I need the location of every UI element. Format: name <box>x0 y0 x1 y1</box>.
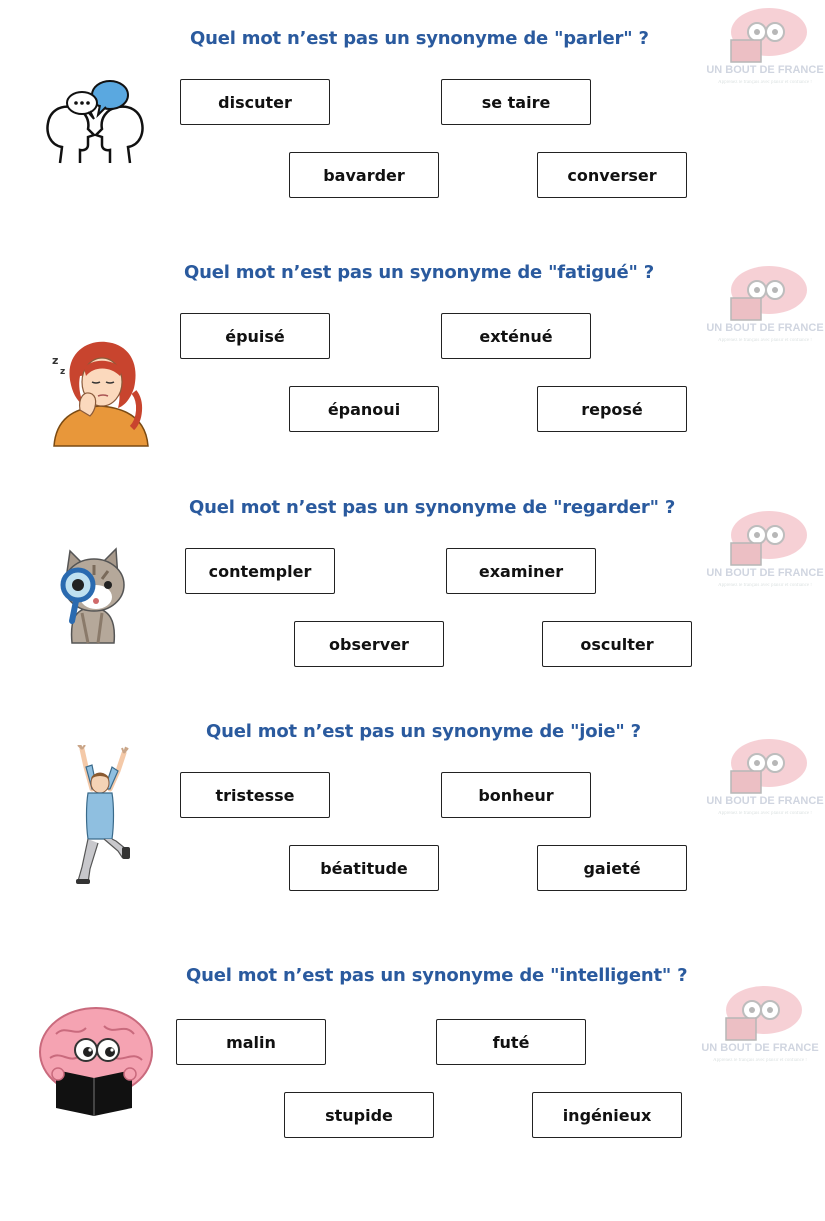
question-title: Quel mot n’est pas un synonyme de "regarder" ? <box>189 497 676 518</box>
svg-text:z: z <box>52 354 59 367</box>
question-title: Quel mot n’est pas un synonyme de "joie" ? <box>206 721 641 742</box>
question-block-3 <box>0 469 825 699</box>
answer-option[interactable]: observer <box>294 621 444 667</box>
answer-option[interactable]: discuter <box>180 79 330 125</box>
brand-tagline: Apprenez le français avec plaisir et confiance ! <box>718 338 812 343</box>
brand-name: UN BOUT DE FRANCE <box>706 567 824 579</box>
talking-heads-illustration <box>42 75 148 167</box>
question-title: Quel mot n’est pas un synonyme de "fatigué" ? <box>184 262 654 283</box>
brand-logo <box>705 260 825 360</box>
answer-option[interactable]: bonheur <box>441 772 591 818</box>
question-block-2 <box>0 234 825 464</box>
brand-name: UN BOUT DE FRANCE <box>701 1042 819 1054</box>
brand-name: UN BOUT DE FRANCE <box>706 795 824 807</box>
answer-option[interactable]: bavarder <box>289 152 439 198</box>
jumping-boy-illustration <box>68 745 132 885</box>
question-block-5 <box>0 940 825 1170</box>
answer-option[interactable]: converser <box>537 152 687 198</box>
tired-woman-illustration <box>48 336 154 448</box>
brand-tagline: Apprenez le français avec plaisir et confiance ! <box>713 1058 807 1063</box>
answer-option[interactable]: se taire <box>441 79 591 125</box>
answer-option[interactable]: béatitude <box>289 845 439 891</box>
answer-option[interactable]: malin <box>176 1019 326 1065</box>
brand-logo <box>705 733 825 833</box>
question-title: Quel mot n’est pas un synonyme de "parler" ? <box>190 28 649 49</box>
answer-option[interactable]: exténué <box>441 313 591 359</box>
answer-option[interactable]: contempler <box>185 548 335 594</box>
answer-option[interactable]: épanoui <box>289 386 439 432</box>
question-block-1 <box>0 0 825 230</box>
brand-name: UN BOUT DE FRANCE <box>706 64 824 76</box>
brand-tagline: Apprenez le français avec plaisir et confiance ! <box>718 80 812 85</box>
answer-option[interactable]: stupide <box>284 1092 434 1138</box>
answer-option[interactable]: tristesse <box>180 772 330 818</box>
brand-tagline: Apprenez le français avec plaisir et confiance ! <box>718 583 812 588</box>
svg-text:z: z <box>60 367 66 377</box>
answer-option[interactable]: gaieté <box>537 845 687 891</box>
question-title: Quel mot n’est pas un synonyme de "intelligent" ? <box>186 965 688 986</box>
answer-option[interactable]: osculter <box>542 621 692 667</box>
answer-option[interactable]: ingénieux <box>532 1092 682 1138</box>
brand-logo <box>705 2 825 102</box>
brand-logo <box>700 980 820 1080</box>
answer-option[interactable]: futé <box>436 1019 586 1065</box>
cat-magnifier-illustration <box>52 543 132 647</box>
brand-name: UN BOUT DE FRANCE <box>706 322 824 334</box>
brain-reading-illustration <box>36 1004 154 1120</box>
answer-option[interactable]: reposé <box>537 386 687 432</box>
question-block-4 <box>0 693 825 923</box>
answer-option[interactable]: examiner <box>446 548 596 594</box>
answer-option[interactable]: épuisé <box>180 313 330 359</box>
brand-logo <box>705 505 825 605</box>
brand-tagline: Apprenez le français avec plaisir et confiance ! <box>718 811 812 816</box>
